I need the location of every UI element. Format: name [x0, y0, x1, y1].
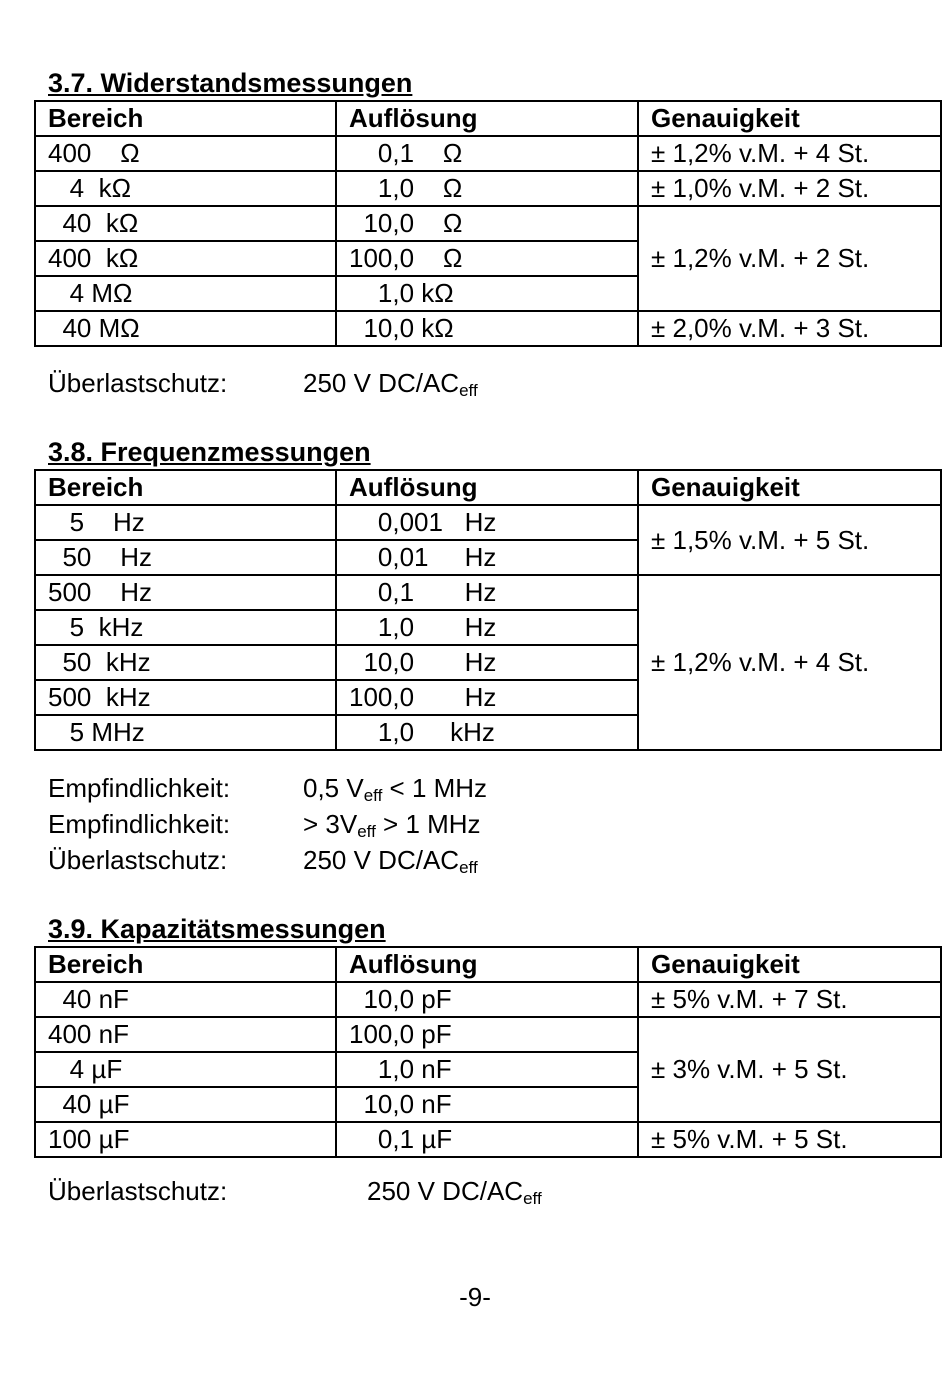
resolution-cell: 0,01 Hz — [336, 540, 638, 575]
range-cell: 40 µF — [35, 1087, 336, 1122]
range-cell: 5 Hz — [35, 505, 336, 540]
resolution-cell: 0,001 Hz — [336, 505, 638, 540]
table-row — [35, 505, 941, 540]
overload-label: Überlastschutz: — [48, 368, 228, 398]
resolution-cell: 1,0 nF — [336, 1052, 638, 1087]
header-resolution: Auflösung — [336, 470, 638, 505]
accuracy-cell: ± 2,0% v.M. + 3 St. — [638, 311, 941, 346]
range-cell: 4 kΩ — [35, 171, 336, 206]
frequency-table — [34, 469, 942, 751]
sensitivity-condition: > 1 MHz — [375, 809, 481, 839]
section-title-capacitance: 3.9. Kapazitätsmessungen — [48, 914, 386, 944]
capacitance-overload-note — [48, 1176, 542, 1206]
header-accuracy: Genauigkeit — [638, 947, 941, 982]
header-resolution: Auflösung — [336, 101, 638, 136]
resolution-cell: 10,0 pF — [336, 982, 638, 1017]
resolution-cell: 1,0 kHz — [336, 715, 638, 750]
range-cell: 40 kΩ — [35, 206, 336, 241]
table-header-row — [35, 947, 941, 982]
resolution-cell: 10,0 Hz — [336, 645, 638, 680]
resolution-cell: 10,0 Ω — [336, 206, 638, 241]
page-number: -9- — [459, 1282, 491, 1312]
overload-label: Überlastschutz: — [48, 1176, 228, 1206]
resolution-cell: 10,0 kΩ — [336, 311, 638, 346]
accuracy-cell: ± 3% v.M. + 5 St. — [638, 1017, 941, 1122]
frequency-sensitivity-note-2 — [48, 809, 481, 839]
sensitivity-value: 0,5 V — [303, 773, 364, 803]
resolution-cell: 100,0 Ω — [336, 241, 638, 276]
range-cell: 50 Hz — [35, 540, 336, 575]
sensitivity-label: Empfindlichkeit: — [48, 773, 231, 803]
resolution-cell: 0,1 µF — [336, 1122, 638, 1157]
header-range: Bereich — [35, 947, 336, 982]
accuracy-cell: ± 1,2% v.M. + 4 St. — [638, 136, 941, 171]
accuracy-cell: ± 1,5% v.M. + 5 St. — [638, 505, 941, 575]
table-header-row — [35, 101, 941, 136]
overload-subscript: eff — [459, 381, 478, 400]
sensitivity-subscript: eff — [357, 822, 376, 841]
table-row — [35, 1122, 941, 1157]
table-row — [35, 1017, 941, 1052]
header-resolution: Auflösung — [336, 947, 638, 982]
range-cell: 4 µF — [35, 1052, 336, 1087]
accuracy-cell: ± 5% v.M. + 5 St. — [638, 1122, 941, 1157]
resolution-cell: 100,0 Hz — [336, 680, 638, 715]
frequency-overload-note — [48, 845, 478, 875]
resistance-overload-note — [48, 368, 478, 398]
table-row — [35, 206, 941, 241]
overload-label: Überlastschutz: — [48, 845, 228, 875]
range-cell: 40 MΩ — [35, 311, 336, 346]
table-row — [35, 575, 941, 610]
overload-value: 250 V DC/AC — [367, 1176, 524, 1206]
frequency-sensitivity-note-1 — [48, 773, 487, 803]
header-range: Bereich — [35, 101, 336, 136]
range-cell: 500 Hz — [35, 575, 336, 610]
accuracy-cell: ± 1,0% v.M. + 2 St. — [638, 171, 941, 206]
range-cell: 500 kHz — [35, 680, 336, 715]
overload-subscript: eff — [523, 1189, 542, 1208]
overload-subscript: eff — [459, 858, 478, 877]
overload-value: 250 V DC/AC — [303, 368, 460, 398]
resolution-cell: 100,0 pF — [336, 1017, 638, 1052]
sensitivity-subscript: eff — [363, 786, 383, 805]
accuracy-cell: ± 5% v.M. + 7 St. — [638, 982, 941, 1017]
accuracy-cell: ± 1,2% v.M. + 2 St. — [638, 206, 941, 311]
range-cell: 5 kHz — [35, 610, 336, 645]
header-accuracy: Genauigkeit — [638, 101, 941, 136]
section-title-resistance: 3.7. Widerstandsmessungen — [48, 68, 413, 98]
table-header-row — [35, 470, 941, 505]
range-cell: 40 nF — [35, 982, 336, 1017]
table-row — [35, 982, 941, 1017]
table-row — [35, 171, 941, 206]
accuracy-cell: ± 1,2% v.M. + 4 St. — [638, 575, 941, 750]
resistance-table — [34, 100, 942, 347]
range-cell: 400 kΩ — [35, 241, 336, 276]
table-row — [35, 136, 941, 171]
header-accuracy: Genauigkeit — [638, 470, 941, 505]
table-row — [35, 311, 941, 346]
range-cell: 4 MΩ — [35, 276, 336, 311]
sensitivity-condition: < 1 MHz — [382, 773, 488, 803]
sensitivity-label: Empfindlichkeit: — [48, 809, 231, 839]
capacitance-table — [34, 946, 942, 1158]
section-title-frequency: 3.8. Frequenzmessungen — [48, 437, 371, 467]
range-cell: 100 µF — [35, 1122, 336, 1157]
resolution-cell: 0,1 Hz — [336, 575, 638, 610]
resolution-cell: 1,0 Hz — [336, 610, 638, 645]
resolution-cell: 1,0 Ω — [336, 171, 638, 206]
header-range: Bereich — [35, 470, 336, 505]
range-cell: 400 nF — [35, 1017, 336, 1052]
resolution-cell: 1,0 kΩ — [336, 276, 638, 311]
overload-value: 250 V DC/AC — [303, 845, 460, 875]
range-cell: 5 MHz — [35, 715, 336, 750]
resolution-cell: 10,0 nF — [336, 1087, 638, 1122]
range-cell: 50 kHz — [35, 645, 336, 680]
resolution-cell: 0,1 Ω — [336, 136, 638, 171]
range-cell: 400 Ω — [35, 136, 336, 171]
sensitivity-value: > 3V — [303, 809, 358, 839]
